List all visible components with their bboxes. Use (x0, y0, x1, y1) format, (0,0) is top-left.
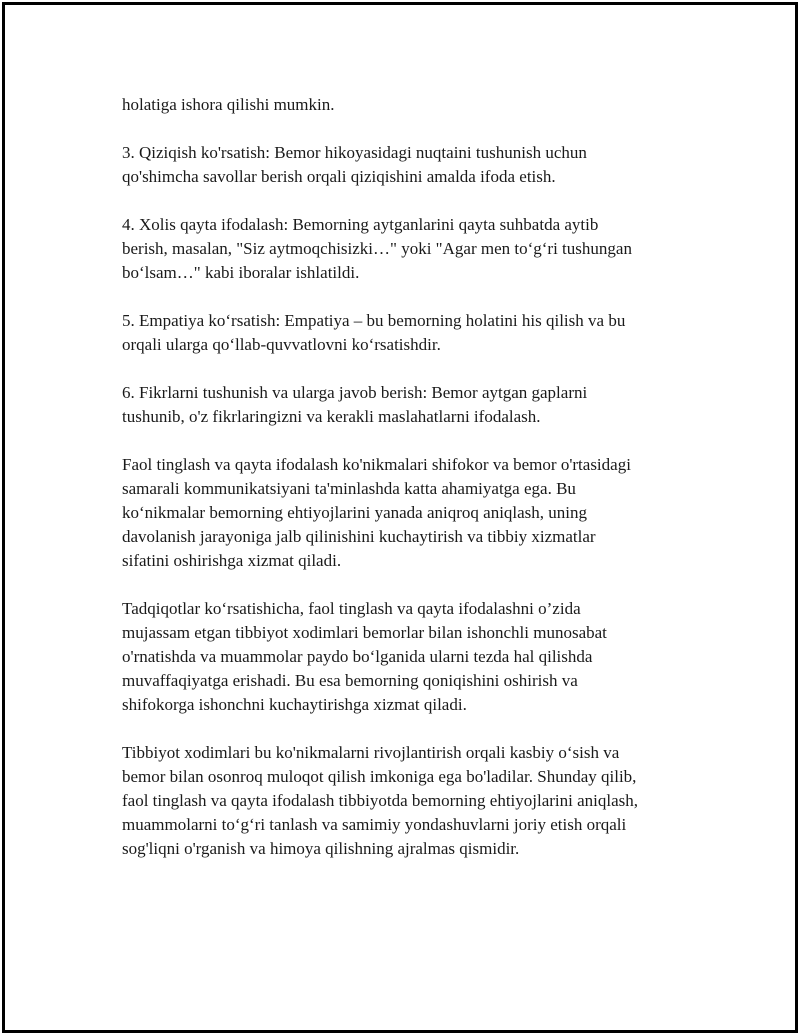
text-line: Tibbiyot xodimlari bu ko'nikmalarni rivojlantirish orqali kasbiy o‘sish va (122, 743, 620, 762)
text-line: 4. Xolis qayta ifodalash: Bemorning aytganlarini qayta suhbatda aytib (122, 215, 599, 234)
text-line: Faol tinglash va qayta ifodalash ko'nikmalari shifokor va bemor o'rtasidagi (122, 455, 631, 474)
text-line: tushunib, o'z fikrlaringizni va kerakli maslahatlarni ifodalash. (122, 407, 541, 426)
text-line: bemor bilan osonroq muloqot qilish imkoniga ega bo'ladilar. Shunday qilib, (122, 767, 637, 786)
text-line: sifatini oshirishga xizmat qiladi. (122, 551, 342, 570)
text-line: holatiga ishora qilishi mumkin. (122, 95, 335, 114)
text-line: davolanish jarayoniga jalb qilinishini kuchaytirish va tibbiy xizmatlar (122, 527, 596, 546)
text-line: sog'liqni o'rganish va himoya qilishning ajralmas qismidir. (122, 839, 520, 858)
page-frame (2, 2, 798, 1033)
paragraph (122, 597, 682, 717)
paragraph-gap (122, 573, 682, 597)
text-line: faol tinglash va qayta ifodalash tibbiyotda bemorning ehtiyojlarini aniqlash, (122, 791, 639, 810)
paragraph (122, 141, 682, 189)
paragraph-gap (122, 429, 682, 453)
paragraph-gap (122, 117, 682, 141)
paragraph (122, 213, 682, 285)
paragraph (122, 381, 682, 429)
paragraph (122, 741, 682, 861)
text-line: ko‘nikmalar bemorning ehtiyojlarini yanada aniqroq aniqlash, uning (122, 503, 588, 522)
text-line: muvaffaqiyatga erishadi. Bu esa bemorning qoniqishini oshirish va (122, 671, 578, 690)
text-line: berish, masalan, "Siz aytmoqchisizki…" yoki "Agar men to‘g‘ri tushungan (122, 239, 632, 258)
text-line: samarali kommunikatsiyani ta'minlashda katta ahamiyatga ega. Bu (122, 479, 576, 498)
text-line: muammolarni to‘g‘ri tanlash va samimiy yondashuvlarni joriy etish orqali (122, 815, 627, 834)
text-line: qo'shimcha savollar berish orqali qiziqishini amalda ifoda etish. (122, 167, 556, 186)
text-line: o'rnatishda va muammolar paydo bo‘lganida ularni tezda hal qilishda (122, 647, 593, 666)
paragraph-gap (122, 189, 682, 213)
text-line: 6. Fikrlarni tushunish va ularga javob berish: Bemor aytgan gaplarni (122, 383, 588, 402)
paragraph (122, 93, 682, 117)
text-line: shifokorga ishonchni kuchaytirishga xizmat qiladi. (122, 695, 467, 714)
paragraph (122, 453, 682, 573)
text-line: orqali ularga qo‘llab-quvvatlovni ko‘rsatishdir. (122, 335, 441, 354)
paragraph (122, 309, 682, 357)
paragraph-gap (122, 285, 682, 309)
text-line: mujassam etgan tibbiyot xodimlari bemorlar bilan ishonchli munosabat (122, 623, 607, 642)
text-line: bo‘lsam…" kabi iboralar ishlatildi. (122, 263, 360, 282)
document-body (122, 93, 682, 861)
paragraph-gap (122, 357, 682, 381)
text-line: Tadqiqotlar ko‘rsatishicha, faol tinglash va qayta ifodalashni o’zida (122, 599, 581, 618)
paragraph-gap (122, 717, 682, 741)
text-line: 5. Empatiya ko‘rsatish: Empatiya – bu bemorning holatini his qilish va bu (122, 311, 626, 330)
text-line: 3. Qiziqish ko'rsatish: Bemor hikoyasidagi nuqtaini tushunish uchun (122, 143, 587, 162)
